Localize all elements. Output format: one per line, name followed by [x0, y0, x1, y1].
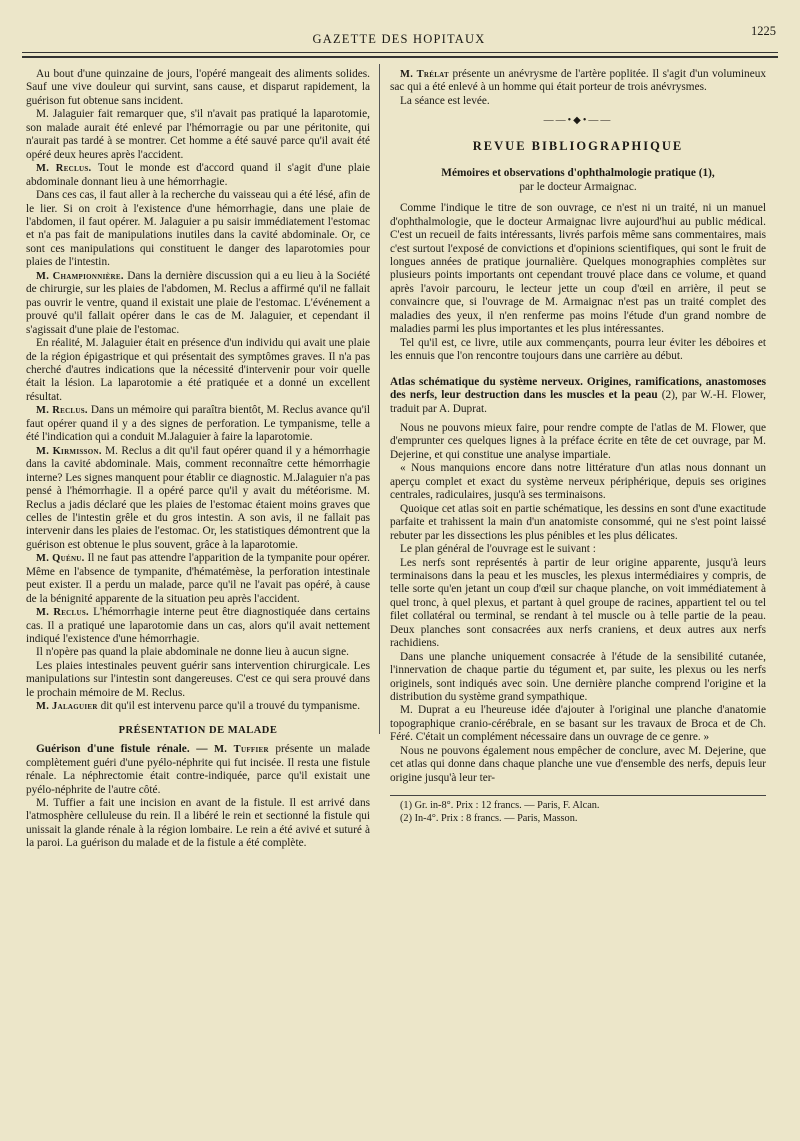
speaker-name: M. Reclus. — [36, 405, 88, 417]
closing-line: La séance est levée. — [400, 94, 490, 107]
article2-paragraph: Les nerfs sont représentés à partir de leur origine apparente, jusqu'à leurs terminaisons dans la peau et les muscles, les plexus intermédiaires y compris, de telle sorte qu'en jetant un coup d'œil sur chaque planche, on voit immédiatement à quel tronc, à quel plexus, et partant à quel groupe de racines, appartient tel ou tel filet collatéral ou terminal, se rendant à tel muscle ou à telle partie de la peau. Deux planches sont consacrées aux nerfs craniens, et deux autres aux nerfs rachidiens. — [390, 556, 766, 650]
paragraph-text: En réalité, M. Jalaguier était en présence d'un individu qui avait une plaie de la région épigastrique et qui présentait des symptômes graves. Il n'a pas cherché d'autres indications que la nécessité d'intervenir pour voir quelle était la lésion. La laparotomie a été pratiquée et a donné un excellent résultat. — [26, 337, 370, 403]
article2-title-suffix: (2), par W.-H. Flower, traduit par A. Duprat. — [390, 389, 766, 415]
trelat-paragraph — [390, 68, 766, 95]
footnote-1: (1) Gr. in-8°. Prix : 12 francs. — Paris, F. Alcan. — [400, 800, 600, 812]
article2-paragraph: « Nous manquions encore dans notre littérature d'un atlas nous donnant un aperçu complet et exact du système nerveux périphérique, depuis ses origines centrales, radiculaires, jusqu'à ses terminaisons. — [390, 462, 766, 502]
presentation-paragraph-2: M. Tuffier a fait une incision en avant de la fistule. Il est arrivé dans l'atmosphère celluleuse du rein. Il a libéré le rein et sectionné la fistule qui unissait la glande rénale à la région lombaire. Le rein a été avivé et suturé à la paroi. La guérison du malade et de la fistule a été complète. — [26, 797, 370, 850]
revue-heading: REVUE BIBLIOGRAPHIQUE — [472, 138, 684, 153]
footnote-rule — [390, 795, 766, 796]
article2-paragraph: Nous ne pouvons mieux faire, pour rendre compte de l'atlas de M. Flower, que d'emprunter ces quelques lignes à la préface écrite en tête de cet ouvrage, par M. Dejerine, et qui constitue une analyse impartiale. — [390, 421, 766, 461]
speaker-name: M. Championnière. — [36, 270, 124, 282]
paragraph-text: Il n'opère pas quand la plaie abdominale ne donne lieu à aucun signe. — [36, 646, 349, 659]
article1-title: Mémoires et observations d'ophthalmologie pratique (1), — [441, 167, 715, 180]
article1-paragraph: Comme l'indique le titre de son ouvrage, ce n'est ni un traité, ni un manuel d'ophthalmologie, que le docteur Armaignac livre aujourd'hui au public médical. C'est un recueil de faits intéressants, livrés parfois même sans commentaires, mais c'est surtout l'exposé de convictions et d'opinions scientifiques, qui sont le fruit de longues années de pratique journalière. Quelques monographies complètes sur plusieurs points importants ont cependant trouvé place dans ce volume, et quand après l'avoir parcouru, le lecteur jette un coup d'œil en arrière, il peut se convaincre que, si l'ouvrage de M. Armaignac n'est pas un traité complet des maladies des yeux, il n'en renferme pas moins l'étude d'un grand nombre de maladies parmi les plus importantes et les plus intéressantes. — [390, 202, 766, 336]
speaker-name: M. Reclus. — [36, 607, 89, 619]
presentation-heading: PRÉSENTATION DE MALADE — [118, 724, 278, 736]
presentation-paragraph — [26, 743, 370, 797]
discussion-paragraph — [26, 660, 370, 700]
article2-title-main: Atlas schématique du système nerveux. Origines, ramifications, anastomoses des nerfs, leur destruction dans les muscles et la peau — [390, 375, 766, 402]
paragraph-text: Dans la dernière discussion qui a eu lieu à la Société de chirurgie, sur les plaies de l'abdomen, M. Reclus a affirmé qu'il ne fallait pas ouvrir le ventre, quand il existait une plaie de l'estomac. L'événement a prouvé qu'il fallait opérer dans le cas de M. Jalaguier, et cependant il s'agissait d'une plaie de l'estomac. — [26, 269, 370, 336]
paragraph-text: Les plaies intestinales peuvent guérir sans intervention chirurgicale. Les manipulations sur l'intestin sont dangereuses. C'est ce qui sera prouvé dans le prochain mémoire de M. Reclus. — [26, 659, 370, 699]
discussion-paragraph — [26, 270, 370, 337]
paragraph-text: Dans ces cas, il faut aller à la recherche du vaisseau qui a été lésé, afin de le lier. Si on croit à l'existence d'une hémorrhagie, dans une plaie de l'abdomen, il faut opérer. M. Jalaguier a pu saisir immédiatement l'estomac et n'a pas fait de manipulations inutiles dans la cavité abdominale. Or, ce sont ces manipulations qui constituent le danger des laparotomies pour plaies de l'intestin. — [26, 189, 370, 269]
left-column — [26, 68, 370, 851]
paragraph-text: M. Jalaguier fait remarquer que, s'il n'avait pas pratiqué la laparotomie, son malade aurait été enlevé par l'hémorragie ou par une péritonite, qui n'aurait pas tardé à se montrer. Cet homme a été sauvé parce qu'il avait été opéré deux heures après l'accident. — [26, 108, 370, 161]
discussion-paragraph — [26, 189, 370, 270]
article2-paragraph: Dans une planche uniquement consacrée à l'étude de la sensibilité cutanée, l'innervation de chaque partie du tégument et, par suite, les plexus ou les nerfs originels, sont indiqués avec soin. Une dernière planche comprend l'origine et la distribution du système grand sympathique. — [390, 650, 766, 704]
article1-author: par le docteur Armaignac. — [519, 180, 637, 193]
speaker-name: M. Reclus. — [36, 163, 92, 175]
paragraph-text: L'hémorrhagie interne peut être diagnostiquée dans certains cas. Il a pratiqué une laparotomie dans un cas, alors qu'il avait nettement indiqué l'existence d'une hémorrhagie. — [26, 606, 370, 646]
discussion-paragraph — [26, 404, 370, 444]
discussion-paragraph — [26, 337, 370, 404]
article2-paragraph: Nous ne pouvons également nous empêcher de conclure, avec M. Dejerine, que cet atlas qui donne dans chaque planche une vue d'ensemble des nerfs, depuis leur origine jusqu'à leur ter- — [390, 744, 766, 784]
ornament-divider: ——•◆•—— — [543, 115, 613, 127]
paragraph-text: Au bout d'une quinzaine de jours, l'opéré mangeait des aliments solides. Sauf une vive douleur qui survint, sans cause, et disparut rapidement, la guérison fut obtenue sans incident. — [26, 68, 370, 107]
discussion-paragraph — [26, 445, 370, 553]
paragraph-text: dit qu'il est intervenu parce qu'il a trouvé du tympanisme. — [100, 700, 361, 713]
right-column — [390, 68, 766, 825]
discussion-paragraph — [26, 68, 370, 108]
paragraph-text: Il ne faut pas attendre l'apparition de la tympanite pour opérer. Même en l'absence de tympanite, d'hématémèse, la perforation intestinale peut exister. Il a perdu un malade, parce qu'il ne l'avait pas opéré, à cause de la bénignité apparente de la situation peu après l'accident. — [26, 552, 370, 605]
paragraph-text: M. Reclus a dit qu'il faut opérer quand il y a hémorrhagie dans la cavité abdominale. Mais, comment reconnaître cette hémorrhagie interne? Les signes manquent pour établir ce diagnostic. M.Jalaguier n'a pas pensé à l'hémorrhagie. Il a opéré parce qu'il y avait du météorisme. M. Reclus a jadis déclaré que les plaies de l'estomac étaient moins graves que celles de l'intestin grêle et du gros intestin. A son avis, il ne fallait pas intervenir dans les plaies de l'estomac. Or, les statistiques démontrent que la guérison est obtenue le plus souvent, grâce à la laparotomie. — [26, 444, 371, 551]
article1-paragraph: Tel qu'il est, ce livre, utile aux commençants, pourra leur éviter les déboires et les ennuis que l'on rencontre toujours dans une carrière au début. — [390, 336, 766, 363]
trelat-text: présente un anévrysme de l'artère poplitée. Il s'agit d'un volumineux sac qui a été enlevé à un homme qui était porteur de trois anévrysmes. — [390, 68, 766, 94]
speaker-name: M. Quénu. — [36, 553, 85, 565]
article2-paragraph: M. Duprat a eu l'heureuse idée d'ajouter à l'original une planche d'anatomie topographique cranio-cérébrale, en se basant sur les travaux de Broca et de Ch. Féré. C'était un complément nécessaire dans un ouvrage de ce genre. » — [390, 704, 766, 744]
discussion-paragraph — [26, 552, 370, 606]
footnote-2: (2) In-4°. Prix : 8 francs. — Paris, Masson. — [400, 812, 578, 824]
article2-title — [390, 376, 766, 416]
article2-body — [390, 422, 766, 785]
speaker-name: M. Jalaguier — [36, 701, 98, 713]
article2-paragraph: Le plan général de l'ouvrage est le suivant : — [400, 543, 596, 556]
header-rule — [22, 52, 778, 53]
discussion-paragraph — [26, 606, 370, 646]
case-title: Guérison d'une fistule rénale. — — [36, 743, 208, 756]
paragraph-text: Tout le monde est d'accord quand il s'agit d'une plaie abdominale donnant lieu à une hémorrhagie. — [26, 162, 370, 188]
page-header — [20, 24, 778, 52]
left-paragraphs — [26, 68, 370, 714]
discussion-paragraph — [26, 700, 370, 713]
article1-body — [390, 202, 766, 363]
speaker-name: M. Trélat — [400, 69, 449, 80]
discussion-paragraph — [26, 646, 370, 659]
discussion-paragraph — [26, 108, 370, 162]
discussion-paragraph — [26, 162, 370, 189]
article2-paragraph: Quoique cet atlas soit en partie schématique, les dessins en sont d'une exactitude parfaite et trahissent la main d'un anatomiste consommé, qui ne s'est point laissé rebuter par les dissections les plus pénibles et les plus délicates. — [390, 502, 766, 542]
journal-title: GAZETTE DES HOPITAUX — [312, 32, 486, 46]
header-rule-thick — [22, 56, 778, 58]
speaker-name: M. Kirmisson. — [36, 445, 102, 457]
paragraph-text: Dans un mémoire qui paraîtra bientôt, M. Reclus avance qu'il faut opérer quand il y a des signes de perforation. Le tympanisme, telle a été l'indication qui a conduit M.Jalaguier à faire la laparotomie. — [26, 404, 371, 444]
page-number: 1225 — [751, 24, 776, 38]
column-divider — [379, 64, 380, 734]
presentation-text: présente un malade complètement guéri d'une pyélo-néphrite qui fut incisée. Il resta une fistule rénale. La néphrectomie était contre-indiquée, parce qu'il existait une pyélo-néphrite de l'autre côté. — [26, 743, 371, 796]
speaker-name: M. Tuffier — [214, 744, 269, 756]
